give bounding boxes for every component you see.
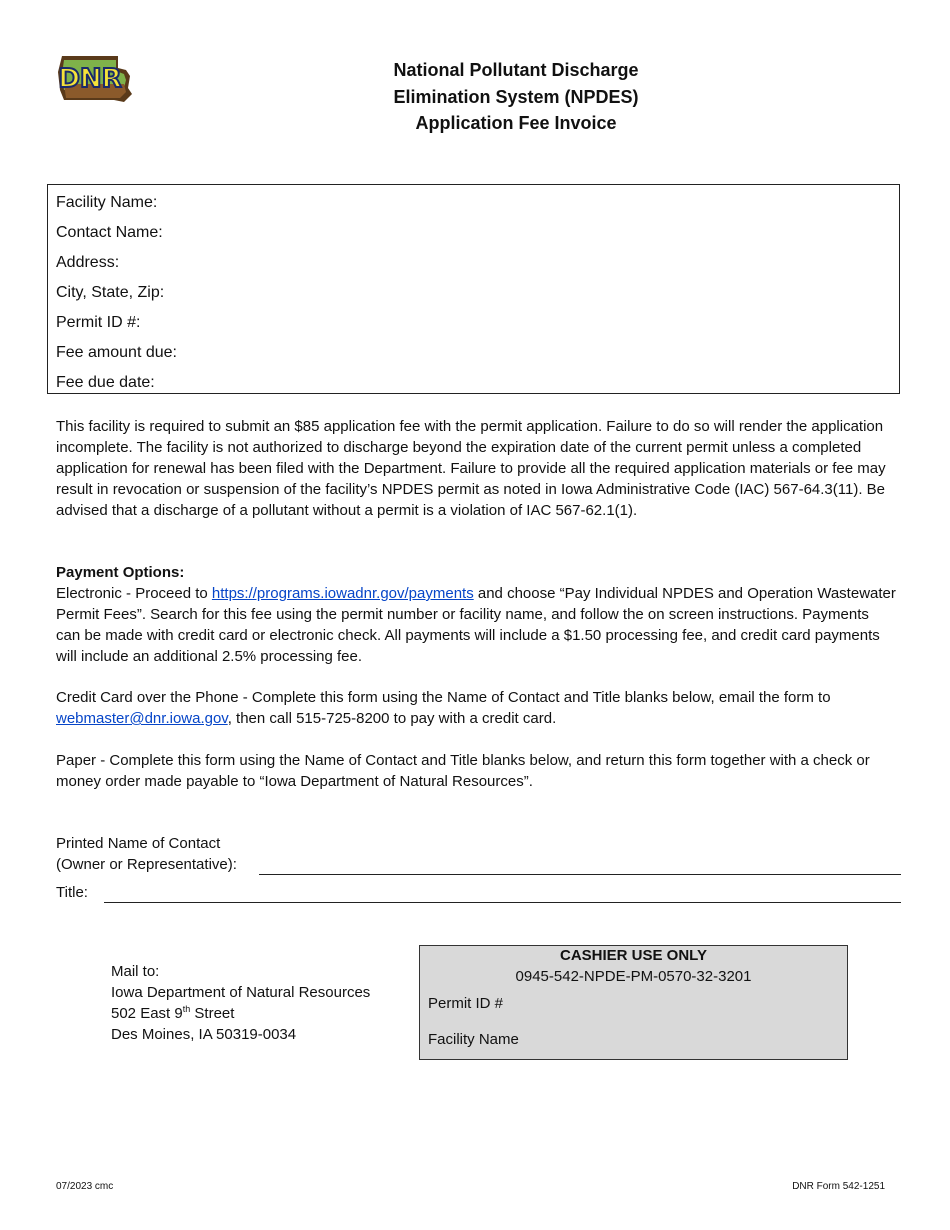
svg-text:DNR: DNR (58, 64, 122, 94)
fee-due-date-label: Fee due date: (56, 374, 155, 391)
mail-org: Iowa Department of Natural Resources (111, 984, 371, 1001)
fee-amount-label: Fee amount due: (56, 344, 177, 361)
mail-to-label: Mail to: (111, 963, 160, 980)
webmaster-email-link[interactable]: webmaster@dnr.iowa.gov (56, 710, 228, 727)
facility-info-box (47, 184, 900, 394)
title-line[interactable] (104, 902, 901, 903)
title-sig-label: Title: (56, 884, 88, 901)
electronic-option: Electronic - Proceed to https://programs.iowadnr.gov/payments and choose “Pay Individual NPDES and Operation Wastewater Permit Fees”. Search for this fee using the permit number or facility name, and follow the on screen instructions. Payments can be made with credit card or electronic check. All payments will include a $1.50 processing fee, and credit card payments will include an additional 2.5% processing fee. (56, 585, 896, 665)
facility-name-label: Facility Name: (56, 194, 158, 211)
cashier-heading: CASHIER USE ONLY (560, 947, 707, 964)
footer-date: 07/2023 cmc (56, 1181, 114, 1192)
contact-name-sig-label: Printed Name of Contact (Owner or Representative): (56, 835, 237, 873)
cashier-code: 0945-542-NPDE-PM-0570-32-3201 (515, 968, 752, 985)
contact-name-label: Contact Name: (56, 224, 163, 241)
page-title (300, 57, 732, 137)
mail-street: 502 East 9th Street (111, 1004, 235, 1022)
cashier-permit-label: Permit ID # (428, 995, 504, 1012)
contact-name-line[interactable] (259, 874, 901, 875)
cashier-use-box (419, 945, 848, 1060)
address-label: Address: (56, 254, 120, 271)
phone-option: Credit Card over the Phone - Complete this form using the Name of Contact and Title blanks below, email the form to webmaster@dnr.iowa.gov, then call 515-725-8200 to pay with a credit card. (56, 689, 831, 727)
mail-city: Des Moines, IA 50319-0034 (111, 1026, 297, 1043)
permit-id-label: Permit ID #: (56, 314, 141, 331)
title-line-2: Elimination System (NPDES) (393, 86, 639, 107)
title-line-1: National Pollutant Discharge (393, 60, 639, 80)
payment-options (56, 562, 896, 667)
city-state-zip-label: City, State, Zip: (56, 284, 165, 301)
notice-paragraph: This facility is required to submit an $85 application fee with the permit application. Failure to do so will render the application incomplete. The facility is not authorized to discharge beyond the expiration date of the current permit unless a completed application for renewal has been filed with the Department. Failure to provide all the required application materials or fee may result in revocation or suspension of the facility’s NPDES permit as noted in Iowa Administrative Code (IAC) 567-64.3(11). Be advised that a discharge of a pollutant without a permit is a violation of IAC 567-62.1(1). (56, 418, 886, 519)
dnr-logo (54, 54, 134, 108)
mailing-address (111, 961, 370, 1045)
title-line-3: Application Fee Invoice (415, 113, 617, 133)
payment-heading: Payment Options: (56, 564, 185, 581)
cashier-facility-label: Facility Name (428, 1031, 519, 1048)
footer-form-number: DNR Form 542-1251 (792, 1181, 885, 1192)
payments-link[interactable]: https://programs.iowadnr.gov/payments (211, 585, 474, 602)
paper-option: Paper - Complete this form using the Name of Contact and Title blanks below, and return this form together with a check or money order made payable to “Iowa Department of Natural Resources”. (56, 752, 870, 790)
